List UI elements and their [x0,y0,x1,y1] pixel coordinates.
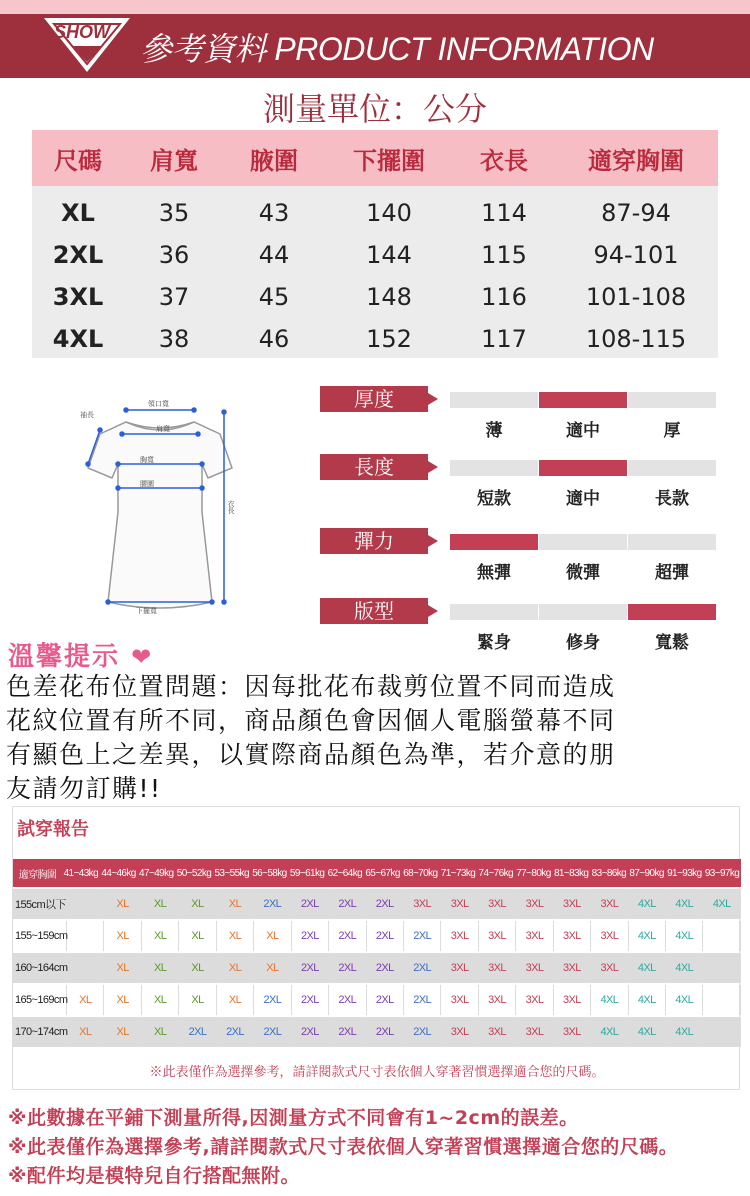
report-size-cell: 2XL [367,1017,404,1047]
attribute-level-bar [628,392,716,408]
report-size-cell: XL [142,953,179,983]
report-size-cell: 2XL [329,889,366,919]
report-size-cell: XL [142,1017,179,1047]
size-table-cell: 38 [158,325,190,353]
report-row [13,1017,741,1047]
attribute-level-bar [450,392,538,408]
footnote: ※配件均是模特兒自行搭配無附。 [8,1165,300,1187]
report-size-cell: XL [254,953,291,983]
report-size-cell: XL [254,921,291,951]
report-height-cell: 160~164cm [13,953,67,983]
report-size-cell: 2XL [367,921,404,951]
report-size-cell [703,985,740,1015]
report-header-cell: 81~83kg [553,867,589,879]
report-size-cell: 2XL [179,1017,216,1047]
report-header-cell: 68~70kg [403,867,438,879]
report-size-cell: 3XL [441,1017,478,1047]
report-size-cell: 2XL [329,1017,366,1047]
report-size-cell: XL [142,889,179,919]
size-table-body [32,186,718,358]
report-size-cell: 3XL [479,889,516,919]
tips-line: 花紋位置有所不同，商品顏色會因個人電腦螢幕不同 [6,706,616,735]
size-table-cell: 116 [481,283,527,311]
size-table-cell: 117 [481,325,527,353]
report-height-cell: 170~174cm [13,1017,67,1047]
report-header-cell: 87~90kg [629,867,664,879]
attribute-option: 無彈 [477,563,511,583]
report-size-cell: 4XL [629,1017,666,1047]
size-table-header [32,130,718,186]
measurement-unit-title: 測量單位：公分 [262,90,487,128]
report-size-cell: XL [179,985,216,1015]
report-size-cell: 3XL [441,985,478,1015]
size-table-cell: 44 [258,241,290,269]
report-header-cell: 41~43kg [63,867,99,879]
report-size-cell: XL [142,985,179,1015]
report-size-cell: 3XL [516,889,553,919]
report-size-cell: 4XL [629,985,666,1015]
report-header-cell: 56~58kg [252,867,287,879]
size-table-cell: 3XL [52,283,104,311]
size-table-cell: 152 [366,325,412,353]
size-table-row [32,276,718,318]
report-size-cell: XL [179,921,216,951]
size-table-cell: 35 [158,199,190,227]
header-shoulder: 肩寬 [150,146,198,175]
attribute-option: 長款 [655,489,689,509]
size-table-cell: 115 [481,241,527,269]
attribute-option: 厚 [663,421,681,441]
size-table-cell: 36 [158,241,190,269]
report-header-cell: 62~64kg [327,867,363,879]
attribute-option: 薄 [485,421,503,441]
report-size-cell: 2XL [254,889,291,919]
size-table-cell: 43 [258,199,290,227]
report-size-cell: XL [104,889,141,919]
report-size-cell: 2XL [292,921,329,951]
report-size-cell [703,953,740,983]
garment-label-waist: 腰圍 [140,480,154,488]
tips-heading [8,636,153,673]
report-size-cell: 2XL [404,953,441,983]
report-size-cell: 4XL [629,921,666,951]
report-header-cell: 59~61kg [289,867,325,879]
report-size-cell: XL [179,889,216,919]
report-size-cell: XL [142,921,179,951]
attribute-level-bar [628,604,716,620]
report-size-cell: 3XL [479,985,516,1015]
attribute-level-bar [450,460,538,476]
header-size: 尺碼 [54,146,102,175]
tips-title: 溫馨提示 [8,642,121,672]
size-table-row [32,234,718,276]
header-accent-strip [0,0,750,14]
report-size-cell: 2XL [404,985,441,1015]
attribute-group [320,386,720,442]
attribute-option: 適中 [566,421,600,441]
attribute-option: 緊身 [477,633,511,653]
report-header-cell: 83~86kg [591,867,627,879]
report-size-cell: 4XL [629,953,666,983]
attribute-name: 彈力 [320,528,428,554]
garment-label-length: 衣長 [227,500,235,514]
report-height-cell: 155~159cm [13,921,67,951]
report-row [13,889,741,919]
attribute-name: 版型 [320,598,428,624]
attribute-option: 短款 [477,489,511,509]
report-size-cell: 2XL [217,1017,254,1047]
report-size-cell: 2XL [367,953,404,983]
report-note: ※此表僅作為選擇參考，請詳閱款式尺寸表依個人穿著習慣選擇適合您的尺碼。 [149,1064,605,1079]
attribute-name: 長度 [320,454,428,480]
attribute-level-bar [539,534,627,550]
report-size-cell: 4XL [666,921,703,951]
report-row [13,953,741,983]
size-table-row [32,318,718,360]
report-size-cell: 3XL [554,921,591,951]
report-header-cell: 77~80kg [516,867,551,879]
footnotes [8,1104,748,1191]
report-title: 試穿報告 [17,819,89,839]
report-size-cell: XL [217,889,254,919]
header-armpit: 腋圍 [250,146,298,175]
size-table-cell: 140 [366,199,412,227]
report-size-cell: 3XL [554,953,591,983]
garment-label-chest: 胸寬 [140,456,154,464]
report-size-cell: 3XL [591,953,628,983]
report-header-cell: 50~52kg [176,867,212,879]
report-size-cell: 3XL [404,889,441,919]
report-size-cell: 4XL [666,953,703,983]
report-size-cell: XL [67,1017,104,1047]
report-size-cell: 3XL [441,921,478,951]
report-size-cell: 2XL [254,1017,291,1047]
report-size-cell [703,921,740,951]
report-size-cell: 3XL [441,953,478,983]
report-header-cell: 71~73kg [440,867,476,879]
size-table-row [32,192,718,234]
report-size-cell: 4XL [591,1017,628,1047]
tips-text [6,670,746,806]
header-bust: 適穿胸圍 [588,146,684,175]
attribute-level-bar [628,460,716,476]
attribute-level-bar [450,604,538,620]
attribute-level-bar [539,392,627,408]
size-table-cell: 101-108 [585,283,687,311]
report-size-cell [703,1017,740,1047]
report-size-cell: 2XL [254,985,291,1015]
size-table-cell: 45 [258,283,290,311]
report-size-cell: XL [104,985,141,1015]
report-size-cell: XL [104,921,141,951]
report-size-cell: 2XL [329,953,366,983]
report-size-cell: 3XL [479,1017,516,1047]
garment-label-sleeve: 袖長 [80,411,94,419]
report-header-cell: 47~49kg [139,867,174,879]
report-size-cell: 4XL [666,1017,703,1047]
report-size-cell: XL [104,1017,141,1047]
attribute-level-bar [539,604,627,620]
report-header-row [13,859,741,887]
tips-line: 友請勿訂購!! [6,774,162,803]
report-size-cell: XL [179,953,216,983]
size-table-cell: 37 [158,283,190,311]
attribute-option: 超彈 [655,563,689,583]
size-table-cell: 148 [366,283,412,311]
show-label: SHOW [54,22,110,42]
report-size-cell: 2XL [292,953,329,983]
report-size-cell: 3XL [554,889,591,919]
report-size-cell: 4XL [704,889,741,919]
report-size-cell [67,889,104,919]
report-row [13,985,741,1015]
report-size-cell: XL [67,985,104,1015]
attribute-level-bar [628,534,716,550]
report-header-cell: 91~93kg [667,867,702,879]
report-size-cell: XL [217,985,254,1015]
report-size-cell: 2XL [329,985,366,1015]
report-size-cell: XL [104,953,141,983]
report-size-cell: 3XL [479,921,516,951]
report-size-cell: 4XL [666,889,703,919]
report-size-cell: XL [217,921,254,951]
report-row [13,921,741,951]
tips-line: 有顯色上之差異，以實際商品顏色為準，若介意的朋 [6,740,616,769]
size-table-cell: 144 [366,241,412,269]
attribute-option: 寬鬆 [655,633,689,653]
attribute-option: 微彈 [566,563,600,583]
report-size-cell: 3XL [591,921,628,951]
heart-icon: ❤ [131,643,154,671]
report-size-cell: 2XL [292,985,329,1015]
report-header-cell: 65~67kg [365,867,400,879]
report-size-cell: 3XL [554,985,591,1015]
report-height-cell: 165~169cm [13,985,67,1015]
garment-label-neck: 領口寬 [148,400,169,408]
report-header-cell: 74~76kg [478,867,513,879]
try-on-report [12,806,740,1090]
tips-line: 色差花布位置問題：因每批花布裁剪位置不同而造成 [6,672,616,701]
header-hem: 下擺圍 [353,146,425,175]
report-size-cell: 2XL [366,889,403,919]
report-size-cell: XL [217,953,254,983]
attribute-group [320,598,720,654]
report-size-cell: 4XL [591,985,628,1015]
report-size-cell: 3XL [441,889,478,919]
report-size-cell: 4XL [629,889,666,919]
report-size-cell: 2XL [292,1017,329,1047]
attribute-option: 修身 [566,633,600,653]
attribute-group [320,454,720,510]
attribute-option: 適中 [566,489,600,509]
report-size-cell: 3XL [516,953,553,983]
page-title: 參考資料 PRODUCT INFORMATION [140,31,654,67]
garment-label-shoulder: 肩寬 [156,425,170,433]
report-header-cell: 93~97kg [704,867,740,879]
attribute-group [320,528,720,584]
report-size-cell: 3XL [479,953,516,983]
size-table-cell: 94-101 [593,241,679,269]
attribute-level-bar [450,534,538,550]
footnote: ※此數據在平鋪下測量所得,因測量方式不同會有1~2cm的誤差。 [8,1107,579,1129]
report-size-cell: 3XL [516,921,553,951]
report-header-cell: 適穿胸圍 [18,869,57,881]
attribute-level-bar [539,460,627,476]
report-size-cell: 3XL [591,889,628,919]
header-length: 衣長 [480,146,528,175]
size-table-cell: XL [61,199,95,227]
footnote: ※此表僅作為選擇參考,請詳閱款式尺寸表依個人穿著習慣選擇適合您的尺碼。 [8,1136,679,1158]
report-header-cell: 53~55kg [214,867,249,879]
report-size-cell: 3XL [516,985,553,1015]
report-size-cell: 2XL [292,889,329,919]
report-size-cell: 4XL [666,985,703,1015]
garment-label-hem: 下擺寬 [136,607,157,615]
report-size-cell: 3XL [516,1017,553,1047]
report-size-cell: 2XL [367,985,404,1015]
report-size-cell [67,953,104,983]
attribute-name: 厚度 [320,386,428,412]
report-height-cell: 155cm以下 [13,889,67,919]
size-table-cell: 4XL [52,325,104,353]
report-header-cell: 44~46kg [101,867,136,879]
report-size-cell: 3XL [554,1017,591,1047]
report-size-cell: 2XL [329,921,366,951]
size-table-cell: 87-94 [601,199,671,227]
report-size-cell: 2XL [404,921,441,951]
size-table [32,130,718,358]
report-size-cell: 2XL [404,1017,441,1047]
size-table-cell: 108-115 [585,325,687,353]
size-table-cell: 46 [258,325,290,353]
size-table-cell: 2XL [52,241,104,269]
size-table-cell: 114 [481,199,527,227]
report-size-cell [67,921,104,951]
